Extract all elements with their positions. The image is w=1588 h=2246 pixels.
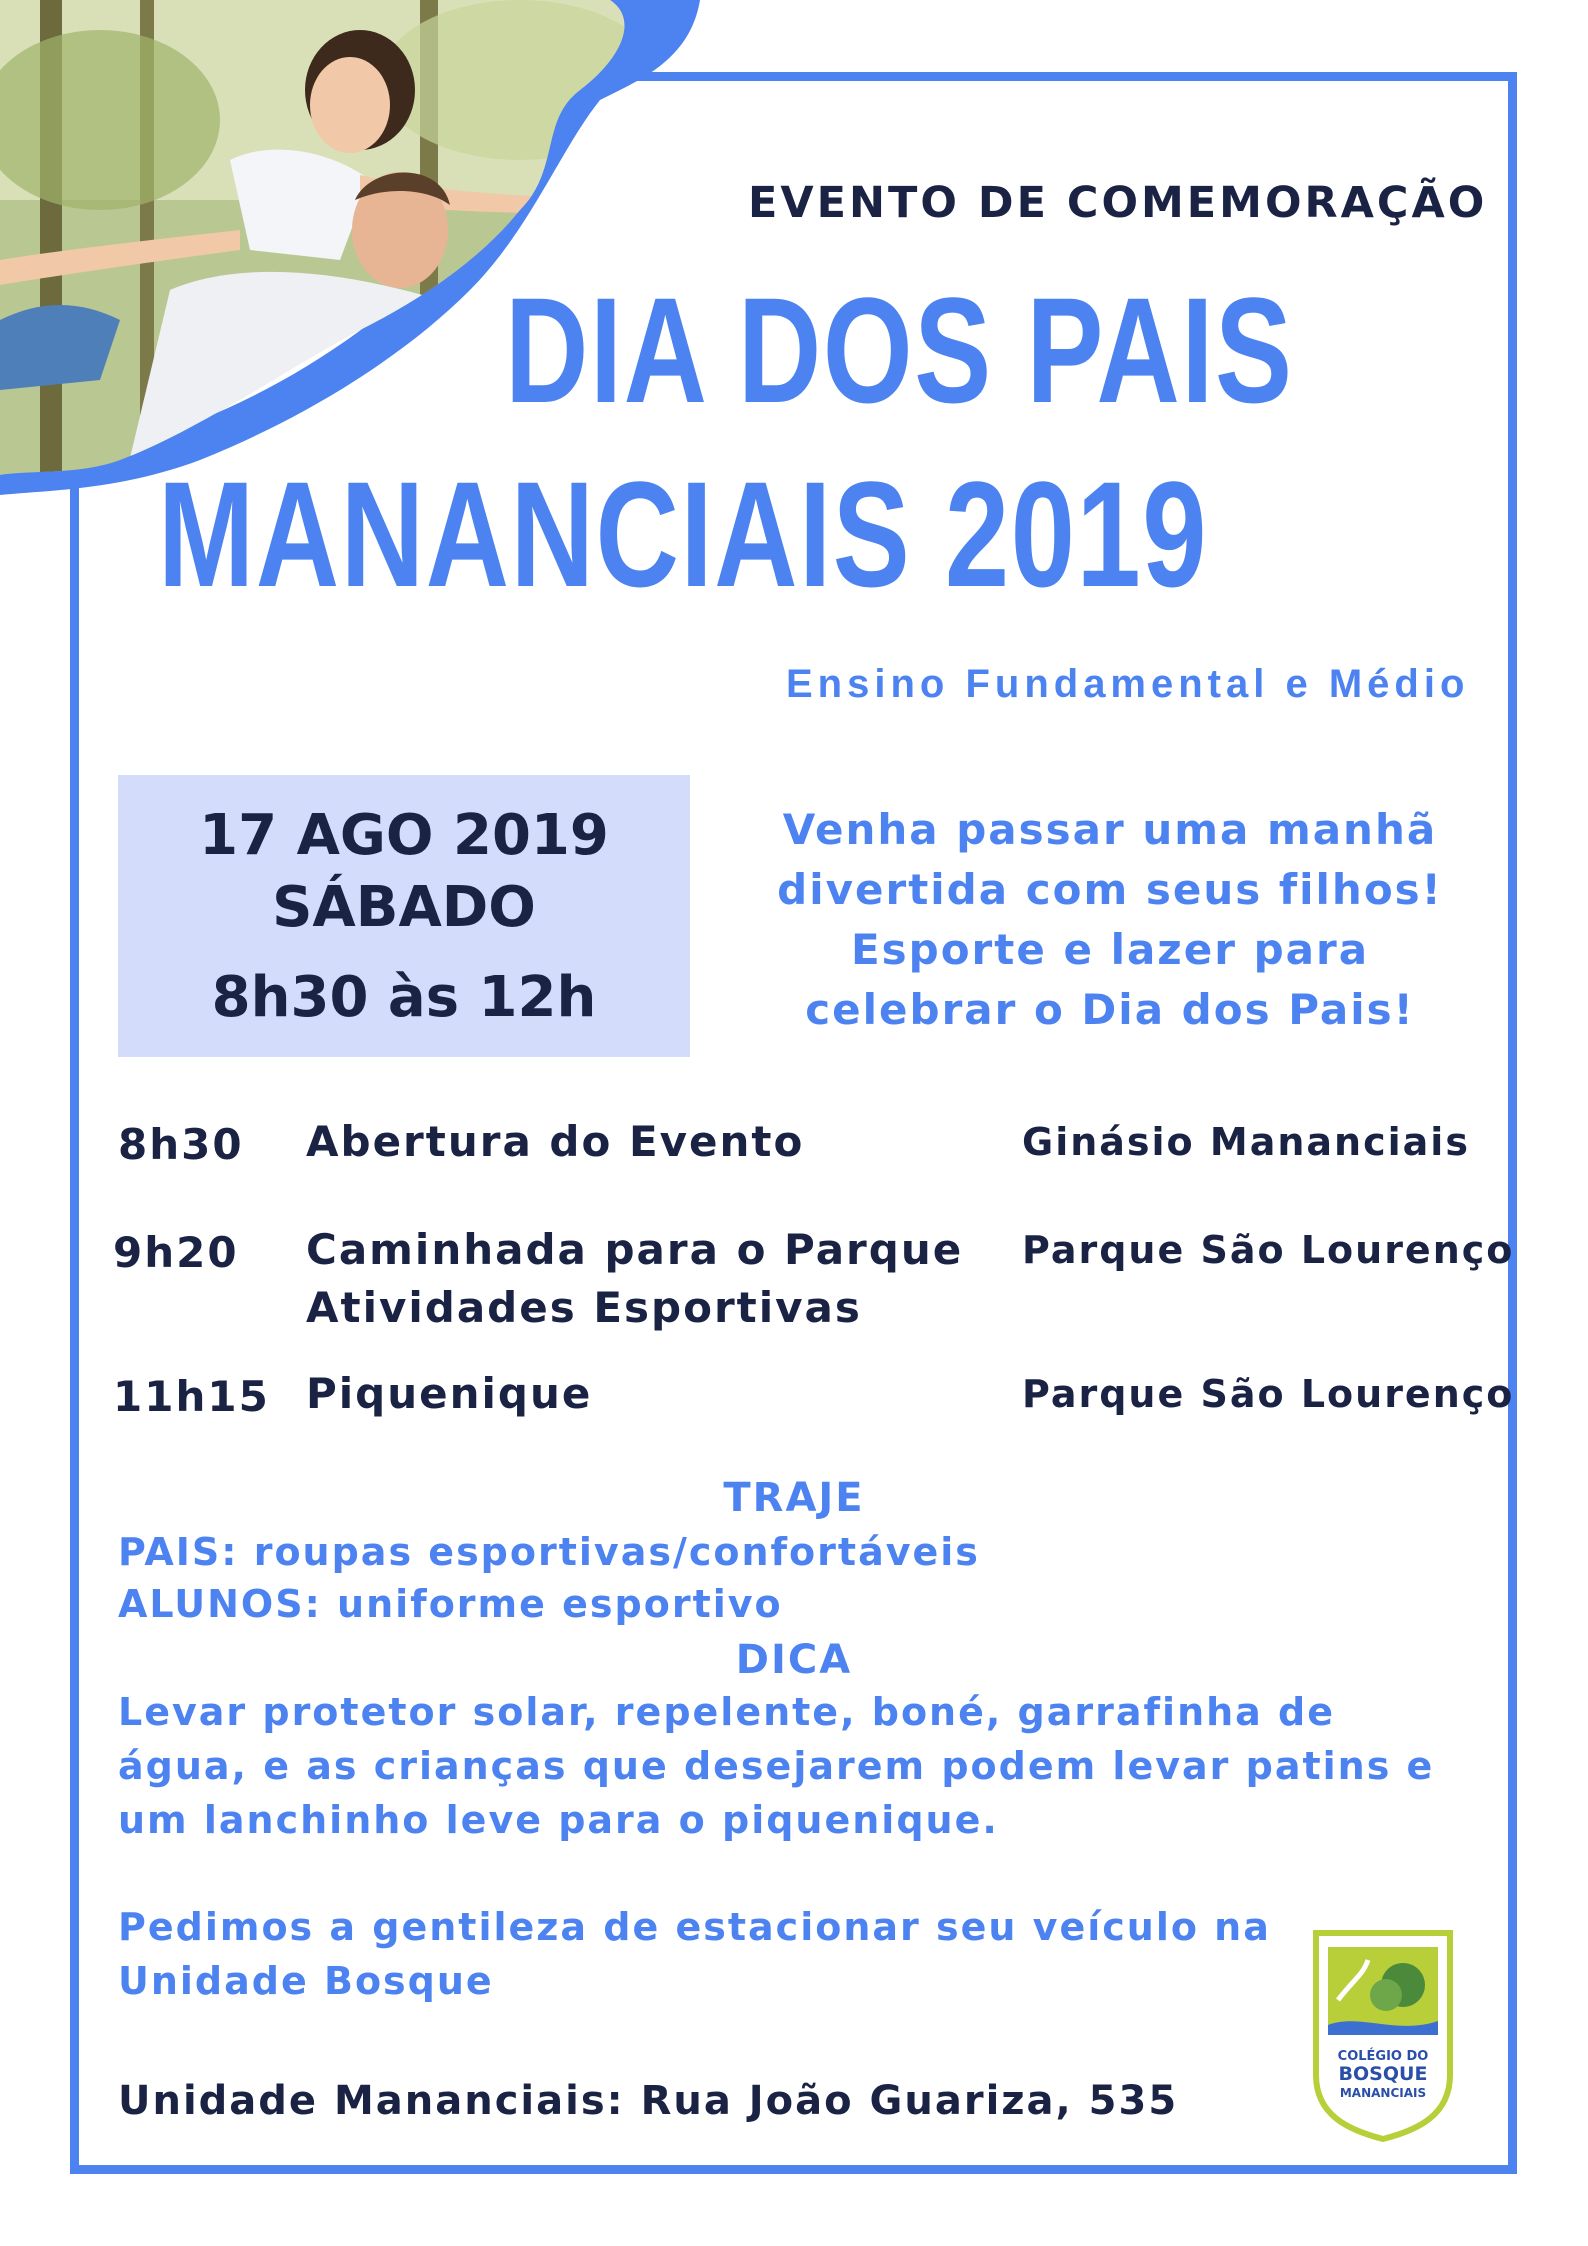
parking-line: Unidade Bosque xyxy=(118,1959,494,2003)
logo-text-line3: MANANCIAIS xyxy=(1339,2086,1427,2100)
schedule-activity-2: Atividades Esportivas xyxy=(306,1283,862,1332)
schedule-place: Parque São Lourenço xyxy=(1022,1228,1515,1272)
traje-heading: TRAJE xyxy=(723,1475,865,1521)
school-logo-icon xyxy=(1308,1925,1458,2145)
traje-alunos: ALUNOS: uniforme esportivo xyxy=(118,1582,783,1626)
promo-line: divertida com seus filhos! xyxy=(777,865,1443,914)
address: Unidade Mananciais: Rua João Guariza, 535 xyxy=(118,2078,1179,2124)
parking-line: Pedimos a gentileza de estacionar seu veículo na xyxy=(118,1905,1271,1949)
promo-line: Esporte e lazer para xyxy=(850,925,1370,974)
dica-line: água, e as crianças que desejarem podem levar patins e xyxy=(118,1744,1435,1788)
event-title-line1: DIA DOS PAIS xyxy=(505,266,1294,434)
promo-text xyxy=(760,800,1460,1040)
traje-pais: PAIS: roupas esportivas/confortáveis xyxy=(118,1530,980,1574)
schedule-time: 8h30 xyxy=(118,1120,244,1169)
schedule-activity: Caminhada para o Parque xyxy=(306,1225,964,1274)
schedule-time: 9h20 xyxy=(113,1228,239,1277)
schedule-activity: Piquenique xyxy=(306,1369,593,1418)
dica-heading: DICA xyxy=(735,1637,853,1683)
schedule-time: 11h15 xyxy=(113,1372,270,1421)
schedule-activity: Abertura do Evento xyxy=(306,1117,805,1166)
logo-text-line2: BOSQUE xyxy=(1338,2063,1428,2085)
event-kicker: EVENTO DE COMEMORAÇÃO xyxy=(748,178,1488,228)
schedule-place: Ginásio Mananciais xyxy=(1022,1120,1470,1164)
schedule-place: Parque São Lourenço xyxy=(1022,1372,1515,1416)
event-weekday: SÁBADO xyxy=(272,875,536,940)
event-date: 17 AGO 2019 xyxy=(199,803,609,868)
dica-line: Levar protetor solar, repelente, boné, garrafinha de xyxy=(118,1690,1336,1734)
promo-line: Venha passar uma manhã xyxy=(782,805,1438,854)
event-title-line2: MANANCIAIS 2019 xyxy=(158,450,1209,618)
date-box xyxy=(118,775,690,1057)
event-hours: 8h30 às 12h xyxy=(211,965,597,1030)
logo-text-line1: COLÉGIO DO xyxy=(1337,2049,1429,2064)
dica-line: um lanchinho leve para o piquenique. xyxy=(118,1798,999,1842)
promo-line: celebrar o Dia dos Pais! xyxy=(805,985,1415,1034)
event-subtitle: Ensino Fundamental e Médio xyxy=(786,662,1470,706)
